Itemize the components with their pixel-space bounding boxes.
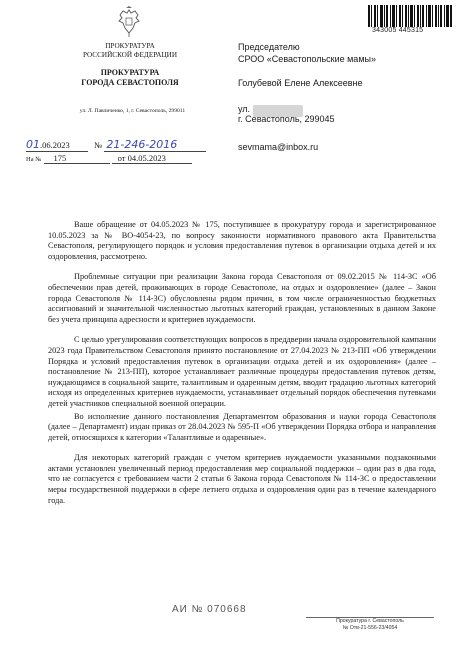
body-paragraph-3: С целью урегулирования соответствующих вопросов в преддверии начала оздоровительной кампании 2023 года Правительством Севастополя принято постановление от 27.04.2023 № 213-ПП «Об утверждении Порядка и условий предоставления путевок в организации отдыха детей и их оздоровления» (далее – постановление № 213-ПП), которое устанавливает различные процедуры предоставления путевок детям, нуждающимся в социальной защите, талантливым и одаренным детям, вводит градацию льготных категорий исходя из определенных критериев нуждаемости, устанавливает отдельный порядок обеспечения путевками детей участников специальной военной операции. [48,335,436,408]
barcode-number: 343005 445315 [372,27,424,34]
body-paragraph-5: Для некоторых категорий граждан с учетом критериев нуждаемости указанными подзаконными актами установлен увеличенный период предоставления мер социальной поддержки – один раз в два года, что не согласуется с требованием части 2 статьи 6 Закона города Севастополя № 114-ЗС о предоставлении меры государственной поддержки в сфере летнего отдыха и оздоровления один раз в течение календарного года. [48,453,436,505]
body-paragraph-4: Во исполнение данного постановления Департаментом образования и науки города Севастополя (далее – Департамент) издан приказ от 28.04.2023 № 595-П «Об утверждении Порядка отбора и направления детей, относящихся к категории «Талантливые и одаренные». [48,411,436,442]
reference-date: от 04.05.2023 [112,153,192,164]
sender-city-line2: ГОРОДА СЕВАСТОПОЛЯ [81,78,179,87]
letter-body [48,220,436,506]
reference-label: На № [26,156,42,163]
registration-number-handwritten: 21-246-2016 [104,138,206,152]
form-serial-number: АИ № 070668 [172,604,247,615]
body-paragraph-2: Проблемные ситуации при реализации Закона города Севастополя от 09.02.2015 № 114-ЗС «Об обеспечении прав детей, проживающих в городе Севастополе, на отдых и оздоровление» (далее – Закон города Севастополя № 114-ЗС) обусловлены рядом причин, в том числе ограниченностью бюджетных ассигнований и значительной численностью льготных категорий граждан, установленных в данном Законе без учета принципа адресности и критериев нуждаемости. [48,272,436,324]
sender-org [50,42,210,60]
stamp-line1: Прокуратура г. Севастополь [336,618,404,624]
recipient-name: Голубевой Елене Алексеевне [238,78,363,88]
sender-city-line1: ПРОКУРАТУРА [100,68,160,77]
reference-row [26,153,192,164]
barcode [368,5,452,27]
recipient-title: Председателю [238,42,300,52]
body-paragraph-1: Ваше обращение от 04.05.2023 № 175, поступившее в прокуратуру города и зарегистрированное 10.05.2023 за № ВО-4054-23, по вопросу законности нормативного правового акта Правительства Севастополя, регулирующего порядок и условия предоставления путевок в организации отдыха детей и их оздоровления, рассмотрено. [48,220,436,261]
sender-org-line1: ПРОКУРАТУРА [105,42,155,50]
double-headed-eagle-emblem-icon [116,6,142,38]
sender-address: ул. Л. Павличенко, 1, г. Севастополь, 299011 [79,108,186,114]
sender-org-line2: РОССИЙСКОЙ ФЕДЕРАЦИИ [82,51,178,59]
stamp-line2: № Отв-21-556-23/4054 [342,625,398,631]
recipient-street-prefix: ул. [238,104,251,114]
recipient-org: СРОО «Севастопольские мамы» [238,54,376,64]
recipient-email: sevmama@inbox.ru [238,142,319,152]
registration-date-handwritten: 01 [26,138,40,151]
registration-stamp [306,617,434,638]
recipient-city: г. Севастополь, 299045 [238,114,335,124]
registration-date-printed: .06.2023 [40,140,70,150]
registration-no-label: № [94,140,103,150]
registration-date-row [26,138,206,152]
registration-date [26,138,88,152]
reference-number: 175 [44,153,110,164]
sender-city-org [50,68,210,88]
